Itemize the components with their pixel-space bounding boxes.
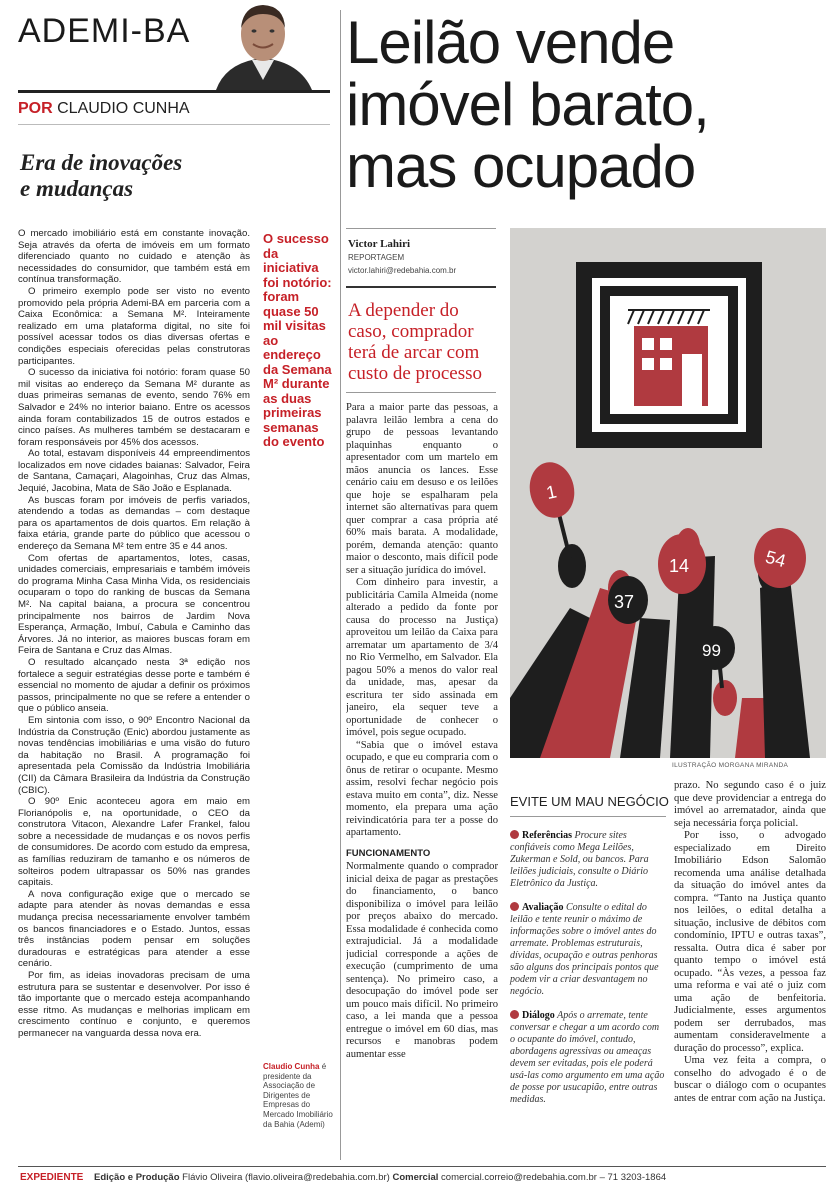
bullet-dot-icon [510,830,519,839]
column-byline [18,100,190,118]
footer [20,1172,826,1183]
column-paragraph: O primeiro exemplo pode ser visto no evento promovido pela própria Ademi-BA em parceria com a Caixa Econômica: a Semana M². Inteiramente realizado em uma plataforma digital, no site foi possível acessar todos os dias diversas ofertas e condições especiais oferecidas pelas construtoras participantes. [18,285,250,367]
column-title [20,150,260,202]
article-body-continued [674,780,826,1160]
paddle-number: 37 [614,592,635,612]
tip-text: Após o arremate, tente conversar e chegar a um acordo com o ocupante do imóvel, contudo, abordagens agressivas ou ameaças devem ser evitadas, pois ele poderá usá-las como argumento em uma ação de posse por usucapião, entre outras medidas. [510,1010,665,1105]
footer-label: EXPEDIENTE [20,1172,84,1183]
column-paragraph: Com ofertas de apartamentos, lotes, casas, unidades comerciais, empresariais e também imóveis do programa Minha Casa Minha Vida, os residenciais ocuparam o topo do ranking de buscas da Semana M². Na capital baiana, a procura se concentrou principalmente nos bairros de Jardim Nova Esperança, Armação, Imbuí, Cabula e Caminho das Árvores. Já no interior, as maiores buscas foram em Feira de Santana e Cruz das Almas. [18,552,250,657]
headline-line: imóvel barato, [346,71,709,138]
bullet-dot-icon [510,902,519,911]
paddle-number: 54 [763,546,788,572]
headline-line: mas ocupado [346,133,696,200]
article-author: Victor Lahiri [348,238,411,250]
paddle-number: 1 [544,481,559,503]
article-paragraph: prazo. No segundo caso é o juiz que deve providenciar a entrega do imóvel ao arrematador, ainda que seja necessária força policial. [674,780,826,829]
tip-text: Consulte o edital do leilão e tente reunir o máximo de informações sobre o imóvel antes do arremate. Problemas estruturais, dívidas, ocupação e outras penhoras são alguns dos principais pontos que podem vir a criar desvantagem no negócio. [510,902,659,997]
column-header-rule [18,90,330,93]
tip-item [510,1010,666,1106]
bio-text: é presidente da Associação de Dirigentes de Empresas do Mercado Imobiliário da Bahia (Ademi) [263,1062,333,1129]
subhead-top-rule [346,286,496,288]
bio-name: Claudio Cunha [263,1062,320,1071]
article-paragraph: Por isso, o advogado especializado em Direito Imobiliário Edson Salomão recomenda uma análise detalhada da situação do imóvel antes da compra. “Tanto na Justiça quanto nos leilões, o edital detalha a situação, inclusive de débitos com condomínio, IPTU e outras taxas”, ressalta. Outra dica é saber por quanto tempo o imóvel está ocupado. “Às vezes, a pessoa faz uma reforma e vai até o juiz com uma ação de benfeitoria. Judicialmente, esses argumentos podem ser derrubados, mas aumentam consideravelmente a duração do processo”, explica. [674,830,826,1054]
article-paragraph: Uma vez feita a compra, o conselho do advogado é o de buscar o diálogo com o ocupantes antes de entrar com ação na Justiça. [674,1055,826,1104]
column-name: ADEMI-BA [18,12,191,50]
tips-box [510,830,666,1118]
bullet-dot-icon [510,1010,519,1019]
tip-label: Avaliação [522,902,564,913]
tip-label: Diálogo [522,1010,555,1021]
article-headline [346,9,826,200]
section-heading: FUNCIONAMENTO [346,847,431,859]
box-title: EVITE UM MAU NEGÓCIO [510,794,669,809]
box-rule [510,816,666,817]
column-paragraph: As buscas foram por imóveis de perfis variados, atendendo a todas as demandas – com destaque para os apartamentos de dois quartos. Em relação à faixa etária, grande parte do público que acessou o endereço da Semana M² tem entre 35 e 44 anos. [18,494,250,553]
author-portrait [196,0,330,90]
paddle-number: 14 [669,556,690,576]
byline-rule [18,124,330,125]
column-title-line: Era de inovações [20,150,183,175]
footer-commercial-label: Comercial [392,1172,439,1183]
column-paragraph: Ao total, estavam disponíveis 44 empreendimentos localizados em nove cidades baianas: Salvador, Feira de Santana, Camaçari, Alagoinhas, Cruz das Almas, Jequié, Jacobina, Mata de São João e Esplanada. [18,448,250,495]
illustration-credit: ILUSTRAÇÃO MORGANA MIRANDA [672,762,789,769]
footer-commercial-text: comercial.correio@redebahia.com.br – 71 3203-1864 [441,1172,667,1183]
article-paragraph: Normalmente quando o comprador inicial deixa de pagar as prestações do financiamento, o banco disponibiliza o imóvel para leilão por preços abaixo do mercado. Essa modalidade é conhecida como extrajudicial. Já a modalidade judicial corresponde a ações de execução (cumprimento de uma sentença). No primeiro caso, a desocupação do imóvel pode ser um pouco mais difícil. No primeiro caso, a lei manda que a pessoa entregue o imóvel em 60 dias, mas recursos e manobras podem aumentar esse [346,861,498,1060]
footer-edition-label: Edição e Produção [94,1172,180,1183]
article-subhead: A depender do caso, comprador terá de arcar com custo de processo [348,300,483,384]
headline-line: Leilão vende [346,9,675,76]
column-pullquote: O sucesso da iniciativa foi notório: foram quase 50 mil visitas ao endereço da Semana M² durante as duas primeiras semanas do evento [263,231,332,449]
column-paragraph: O 90º Enic aconteceu agora em maio em Florianópolis e, na oportunidade, o CEO da construtora Vitacon, Alexandre Lafer Frankel, falou sobre a necessidade de mudanças e os novos perfis de consumidores. De acordo com estudo da empresa, as famílias reduziram de tamanho e os números de solteiros podem ultrapassar os 50% nas grandes capitais. [18,796,250,889]
byline-prefix: POR [18,100,53,117]
footer-edition-text: Flávio Oliveira (flavio.oliveira@redebahia.com.br) [182,1172,390,1183]
author-bio [263,1062,333,1129]
column-paragraph: A nova configuração exige que o mercado se adapte para atender às novas demandas e essa mudança precisa necessariamente envolver também os bancos financiadores e o Estado. Juntos, essas três instâncias podem pensar em soluções duradouras e estratégicas para atender a esse cenário. [18,888,250,970]
article-body [346,402,498,1158]
column-paragraph: Por fim, as ideias inovadoras precisam de uma estrutura para se sustentar e desenvolver. Por isso é tão importante que o mercado esteja acompanhando esse ritmo. As mudanças e melhorias implicam em crescimento contínuo e conjunto, e queremos permanecer na vanguarda dessa nova era. [18,970,250,1039]
column-paragraph: Em sintonia com isso, o 90º Encontro Nacional da Indústria da Construção (Enic) abordou justamente as novas tendências imobiliárias e uma visão do futuro da habitação no Brasil. A programação foi apresentada pela Comissão da Indústria Imobiliária (CII) da Câmara Brasileira da Indústria da Construção (CBIC). [18,714,250,796]
author-email: victor.lahiri@redebahia.com.br [348,266,457,275]
tip-label: Referências [522,830,572,841]
paddle-number: 99 [702,641,721,660]
column-paragraph: O mercado imobiliário está em constante inovação. Seja através da oferta de imóveis em um formato diferenciado quanto no cuidado e atenção às necessidades do consumidor, que também está em contínua transformação. [18,228,250,286]
column-paragraph: O resultado alcançado nesta 3ª edição nos fortalece a seguir estratégias desse porte e também é essencial no momento de ajudar a definir os próximos passos, principalmente no que se refere a entender o que o público anseia. [18,656,250,715]
tip-text: Procure sites confiáveis como Mega Leilões, Zukerman e Sold, ou bancos. Para leilões judiciais, consulte o Diário Eletrônico da Justiça. [510,830,649,889]
subhead-bottom-rule [346,392,496,393]
column-body [18,228,250,1156]
tip-item [510,902,666,998]
column-divider [340,10,341,1160]
auction-illustration [510,228,826,758]
column-title-line: e mudanças [20,176,134,201]
article-paragraph: Com dinheiro para investir, a publicitária Camila Almeida (nome alterado a pedido da fonte por causa do processo na Justiça) aproveitou um leilão da Caixa para arrematar um apartamento de 3/4 no Rio Vermelho, em Salvador. Ela pagou 50% a menos do valor real da unidade, mas, apesar da escritura ter sido assinada em janeiro, ela sequer teve a oportunidade de conhecer o imóvel, pois segue ocupado. [346,577,498,738]
author-role: REPORTAGEM [348,253,405,262]
author-top-rule [346,228,496,229]
article-paragraph: Para a maior parte das pessoas, a palavra leilão lembra a cena do grupo de pessoas levantando plaquinhas enquanto o apresentador com um martelo em mãos anuncia os lances. Esse cenário caiu em desuso e os leilões que hoje se espalharam pela internet são alternativas para quem quer comprar a casa própria até 60% mais barata. A modalidade, porém, demanda atenção: quanto maior o desconto, mais difícil pode ser a situação jurídica do imóvel. [346,402,498,576]
footer-rule [18,1166,826,1167]
tip-item [510,830,666,890]
byline-name: CLAUDIO CUNHA [57,100,190,117]
article-paragraph: “Sabia que o imóvel estava ocupado, e que eu compraria com o ônus de retirar o ocupante. Mesmo assim, resolvi fechar negócio pois estava muito em conta”, diz. Nesse momento, ela prepara uma ação reivindicatória para ter a posse do apartamento. [346,739,498,838]
column-paragraph: O sucesso da iniciativa foi notório: foram quase 50 mil visitas ao endereço da Semana M² durante as duas primeiras semanas de evento, sendo 76% em Salvador e 24% no interior baiano. Entre os acessos ainda foram contabilizados 15 de outros estados e cinco países. As mulheres também se destacaram e foram responsáveis por 45% dos acessos. [18,367,250,448]
